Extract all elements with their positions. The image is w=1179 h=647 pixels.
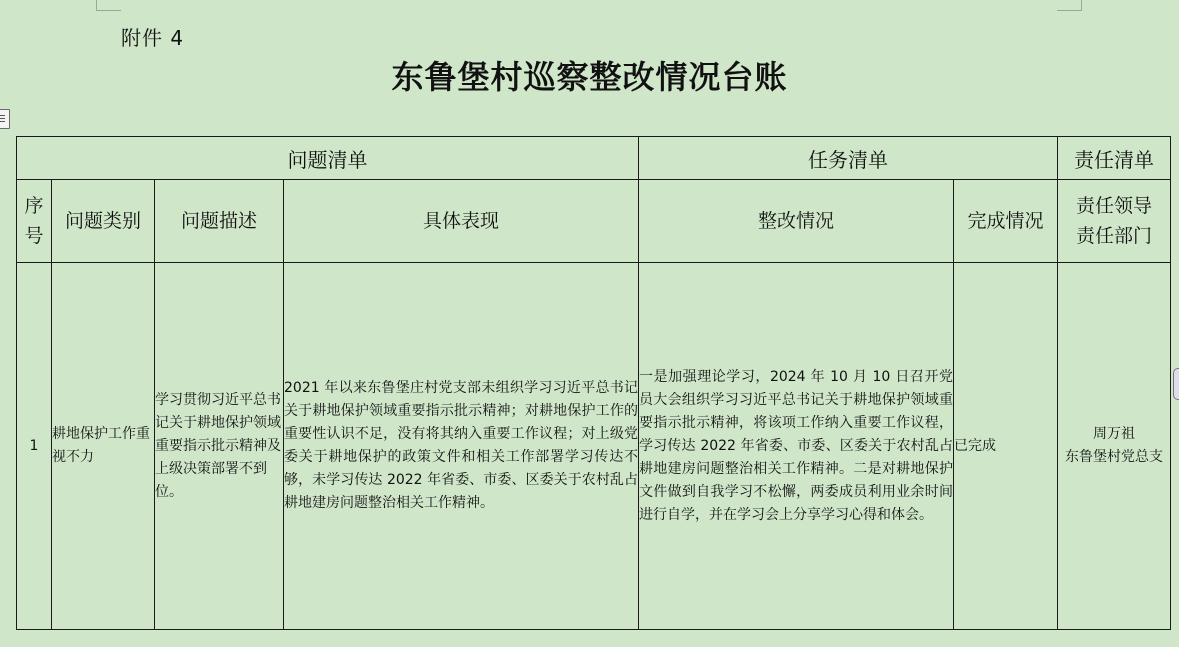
column-header-leader: 责任领导 bbox=[1075, 195, 1152, 217]
group-header-row bbox=[17, 137, 1171, 180]
row-leader: 周万祖 bbox=[1093, 426, 1135, 442]
rectification-ledger-table bbox=[16, 136, 1171, 630]
column-header-description: 问题描述 bbox=[155, 180, 284, 263]
group-header-tasks: 任务清单 bbox=[639, 137, 1058, 180]
table-resize-handle-icon[interactable] bbox=[1173, 368, 1179, 400]
document-title: 东鲁堡村巡察整改情况台账 bbox=[391, 58, 788, 96]
column-header-category: 问题类别 bbox=[52, 180, 155, 263]
page-corner-mark-right bbox=[1057, 0, 1082, 11]
row-seq: 1 bbox=[17, 263, 52, 630]
column-header-responsibility bbox=[1058, 180, 1171, 263]
column-header-details: 具体表现 bbox=[284, 180, 639, 263]
attachment-label: 附件 4 bbox=[121, 26, 185, 50]
group-header-responsibility: 责任清单 bbox=[1058, 137, 1171, 180]
column-header-row bbox=[17, 180, 1171, 263]
row-category: 耕地保护工作重视不力 bbox=[52, 263, 155, 630]
row-details: 2021 年以来东鲁堡庄村党支部未组织学习习近平总书记关于耕地保护领域重要指示批示精神；对耕地保护工作的重要性认识不足，没有将其纳入重要工作议程；对上级党委关于耕地保护的政策文件和相关工作部署学习传达不够，未学习传达 2022 年省委、市委、区委关于农村乱占耕地建房问题整治相关工作精神。 bbox=[284, 263, 639, 630]
column-header-rectification: 整改情况 bbox=[639, 180, 954, 263]
column-header-seq-line1: 序 bbox=[24, 195, 44, 217]
row-rectification: 一是加强理论学习，2024 年 10 月 10 日召开党员大会组织学习习近平总书记关于耕地保护领域重要指示批示精神，将该项工作纳入重要工作议程，学习传达 2022 年省委、市委、区委关于农村乱占耕地建房问题整治相关工作精神。二是对耕地保护文件做到自我学习不松懈，两委成员利用业余时间进行自学，并在学习会上分享学习心得和体会。 bbox=[639, 263, 954, 630]
group-header-issues: 问题清单 bbox=[17, 137, 639, 180]
column-header-seq-line2: 号 bbox=[24, 225, 44, 247]
column-header-department: 责任部门 bbox=[1075, 225, 1152, 247]
row-responsibility bbox=[1058, 263, 1171, 630]
column-header-completion: 完成情况 bbox=[954, 180, 1058, 263]
column-header-seq bbox=[17, 180, 52, 263]
row-department: 东鲁堡村党总支 bbox=[1065, 449, 1163, 465]
row-description: 学习贯彻习近平总书记关于耕地保护领域重要指示批示精神及上级决策部署不到位。 bbox=[155, 263, 284, 630]
page-corner-mark-left bbox=[96, 0, 121, 11]
row-completion: 已完成 bbox=[954, 263, 1058, 630]
table-move-handle-icon[interactable] bbox=[0, 109, 10, 129]
table-row bbox=[17, 263, 1171, 630]
